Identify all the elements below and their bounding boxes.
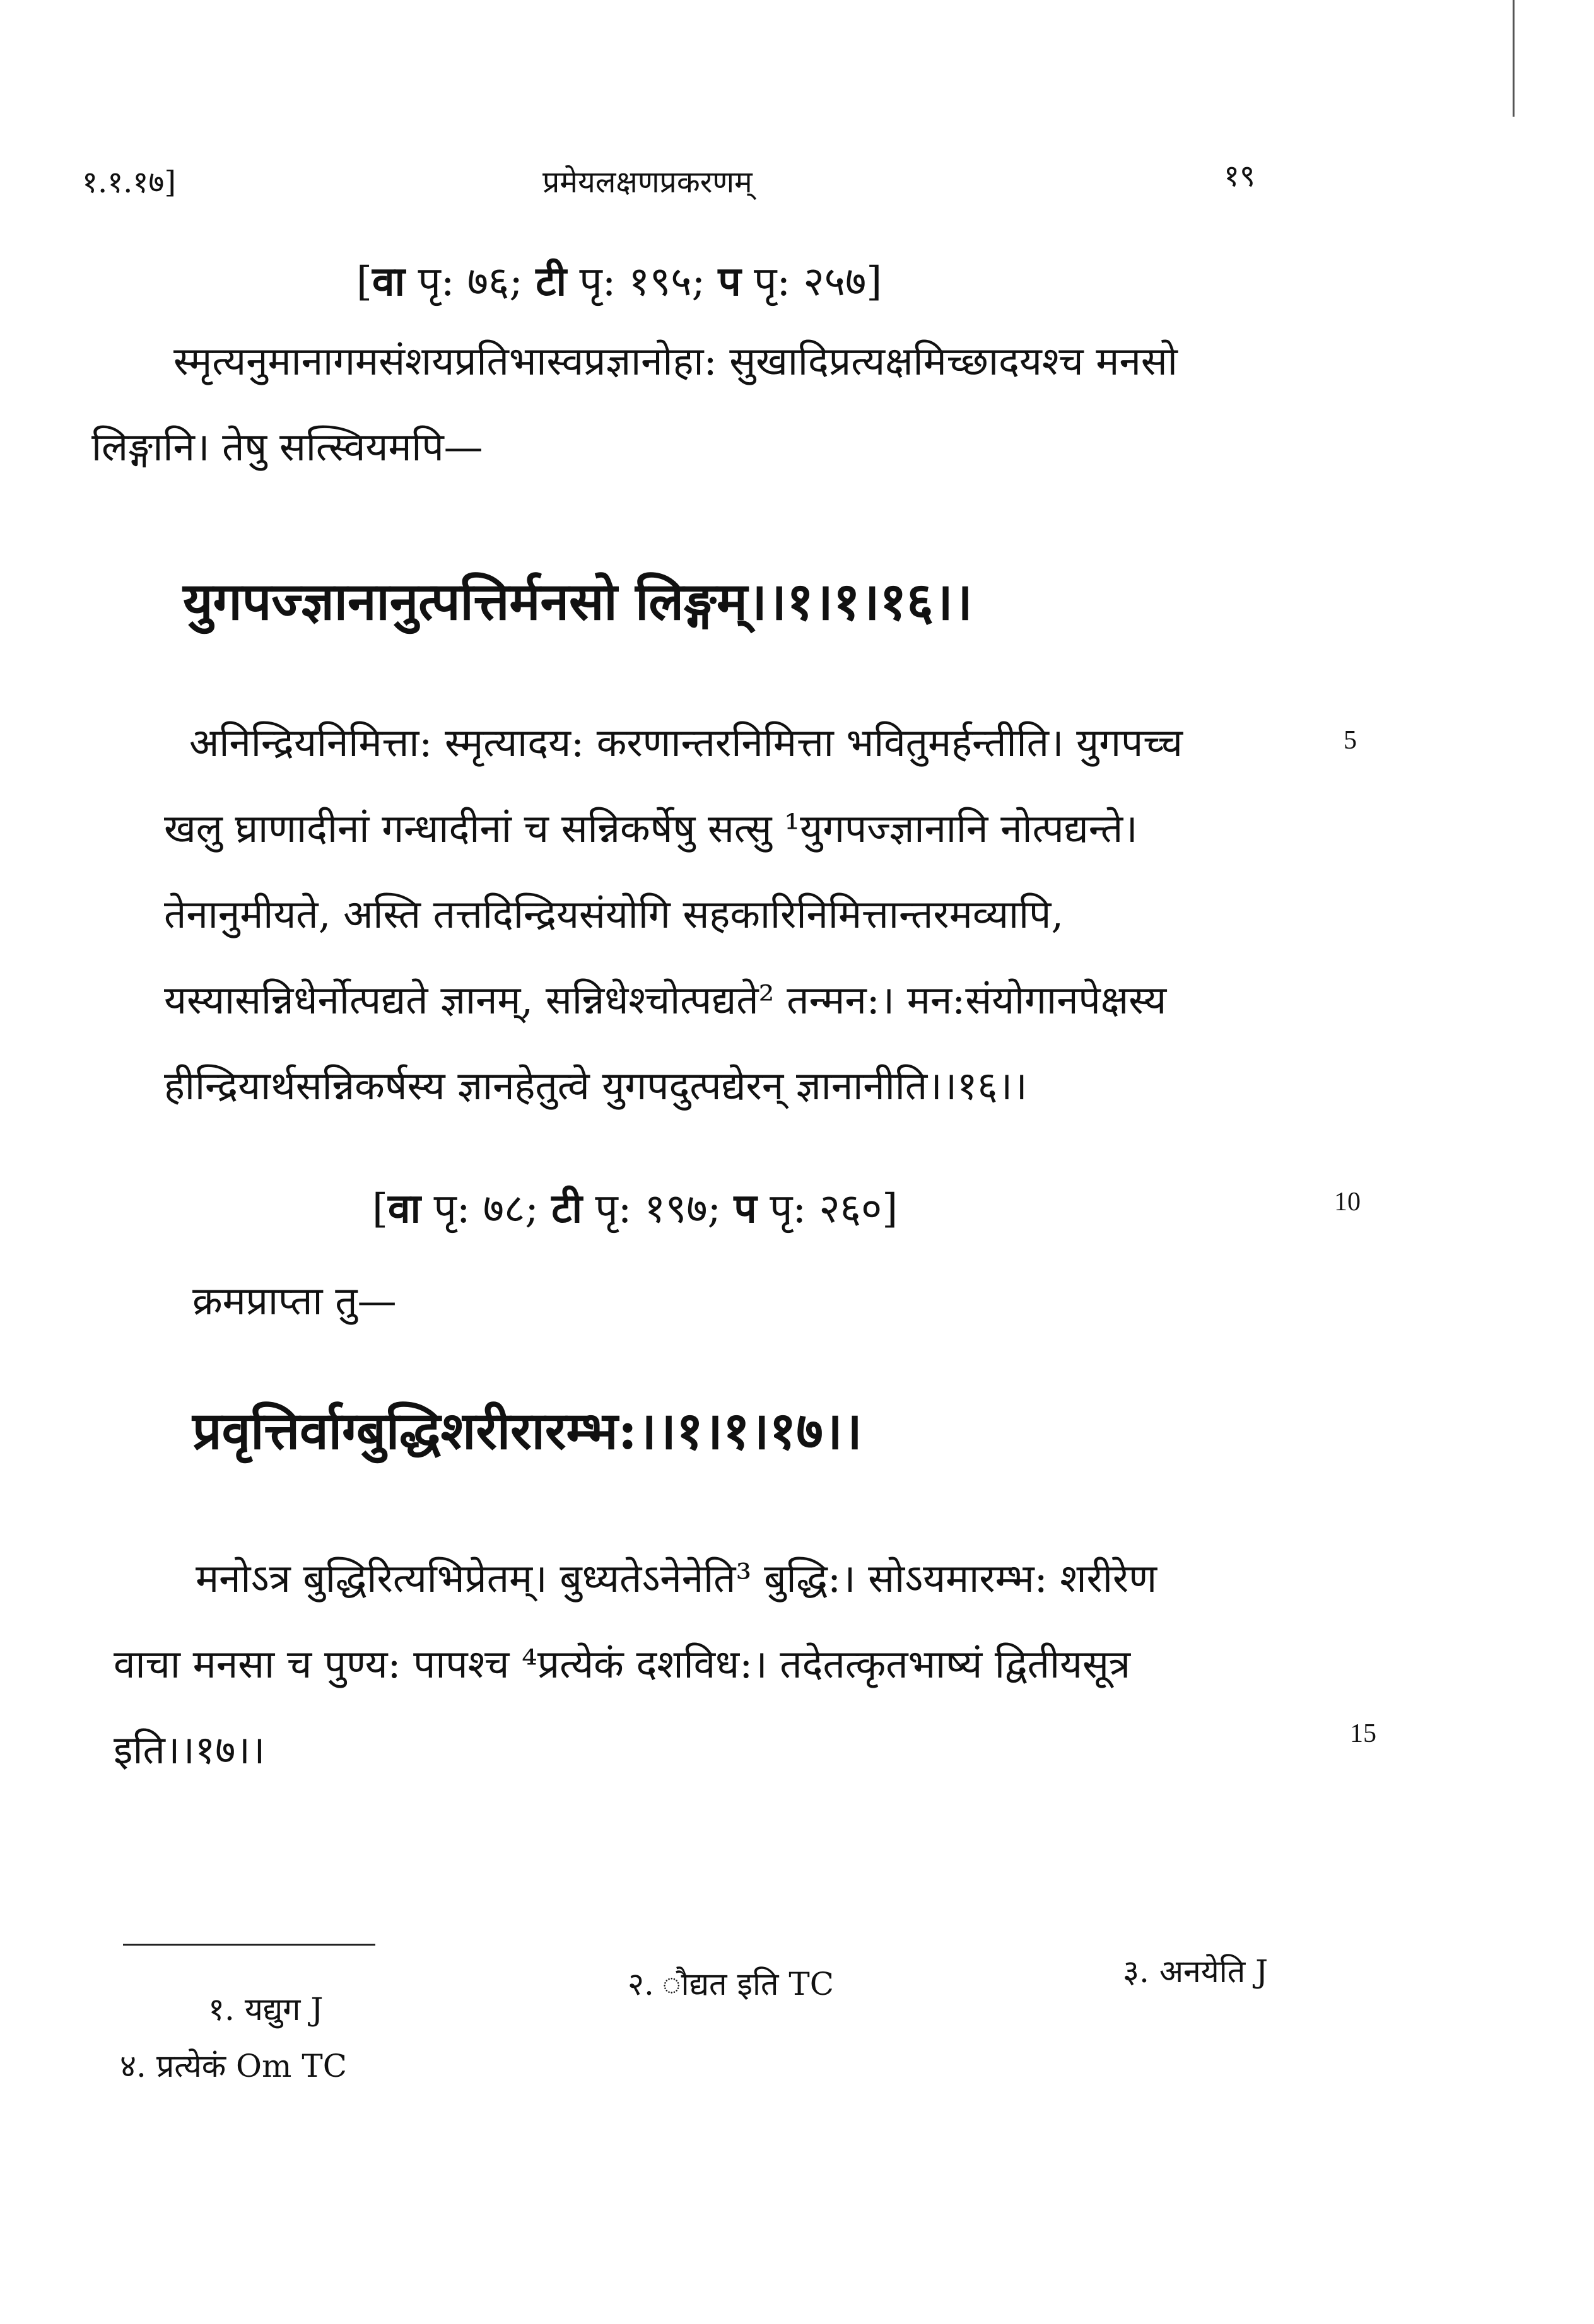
ref-source-va: वा [372,258,406,305]
ref-bracket: [ [372,1186,388,1232]
ref-source-pa: प [718,258,741,305]
footnote-number: १. [208,1991,235,2028]
running-title: प्रमेयलक्षणप्रकरणम् [542,165,753,200]
page-edge-line [1513,0,1515,117]
text-line: वाचा मनसा च पुण्य: पापश्च ⁴प्रत्येकं दशविध:। तदेतत्कृतभाष्यं द्वितीयसूत्र [114,1641,1131,1687]
line-number: 10 [1334,1188,1361,1217]
page-number: १९ [1224,158,1255,194]
footnote [1123,1949,1268,1992]
page-reference [372,1179,898,1234]
footnote-number: २. [628,1966,654,2002]
ref-source-ti: टी [551,1185,583,1232]
ref-source-ti: टी [536,258,567,305]
footnote-text: अनयेति J [1159,1953,1269,1990]
commentary-paragraph [114,1536,1312,1793]
bridge-line: क्रमप्राप्ता तु— [192,1278,397,1324]
ref-page: पृ: २६०] [770,1186,898,1232]
footnote-rule [123,1944,375,1946]
intro-paragraph [91,318,1290,490]
footnote-text: ौद्यत इति TC [689,1966,834,2002]
text-line: खलु घ्राणादीनां गन्धादीनां च सन्निकर्षेषु सत्सु ¹युगपज्ज्ञानानि नोत्पद्यन्ते। [164,805,1138,851]
ref-page: पृ: १९७; [595,1186,722,1232]
text-line: तेनानुमीयते, अस्ति तत्तदिन्द्रियसंयोगि सहकारिनिमित्तान्तरमव्यापि, [164,891,1064,937]
ref-source-va: वा [387,1185,421,1232]
line-number: 15 [1350,1719,1376,1748]
sutra-heading: युगपज्ज्ञानानुत्पत्तिर्मनसो लिङ्गम्।।१।१।१६।। [183,571,973,632]
footnote [120,2043,347,2086]
sutra-heading: प्रवृत्तिर्वाग्बुद्धिशरीरारम्भ:।।१।१।१७।। [192,1401,862,1461]
footnote-number: ४. [120,2048,146,2084]
ref-page: पृ: २५७] [754,259,882,305]
section-number: १.१.१७] [82,165,177,200]
ref-page: पृ: ७६; [418,259,523,305]
line-number: 5 [1344,726,1357,755]
ref-page: पृ: ७८; [433,1186,539,1232]
footnote-text: प्रत्येकं Om TC [156,2048,347,2084]
text-line: लिङ्गानि। तेषु सत्स्वियमपि— [91,424,483,470]
commentary-paragraph [164,700,1299,1129]
text-line: मनोऽत्र बुद्धिरित्यभिप्रेतम्। बुध्यतेऽनेनेति³ बुद्धि:। सोऽयमारम्भ: शरीरेण [196,1555,1157,1601]
footnote-number: ३. [1123,1953,1149,1990]
footnote [208,1987,323,2029]
ref-page: पृ: १९५; [579,259,706,305]
text-line: स्मृत्यनुमानागमसंशयप्रतिभास्वप्रज्ञानोहा: सुखादिप्रत्यक्षमिच्छादयश्च मनसो [173,338,1178,384]
page-reference [356,252,882,307]
footnote-text: यद्युग J [244,1991,324,2028]
ref-source-pa: प [734,1185,757,1232]
ref-bracket: [ [356,259,372,305]
footnote [628,1961,834,2004]
text-line: अनिन्द्रियनिमित्ता: स्मृत्यादय: करणान्तरनिमित्ता भवितुमर्हन्तीति। युगपच्च [189,720,1183,766]
text-line: यस्यासन्निधेर्नोत्पद्यते ज्ञानम्, सन्निधेश्चोत्पद्यते² तन्मन:। मन:संयोगानपेक्षस्य [164,977,1167,1023]
text-line: हीन्द्रियार्थसन्निकर्षस्य ज्ञानहेतुत्वे युगपदुत्पद्येरन् ज्ञानानीति।।१६।। [164,1063,1028,1109]
text-line: इति।।१७।। [114,1727,266,1773]
